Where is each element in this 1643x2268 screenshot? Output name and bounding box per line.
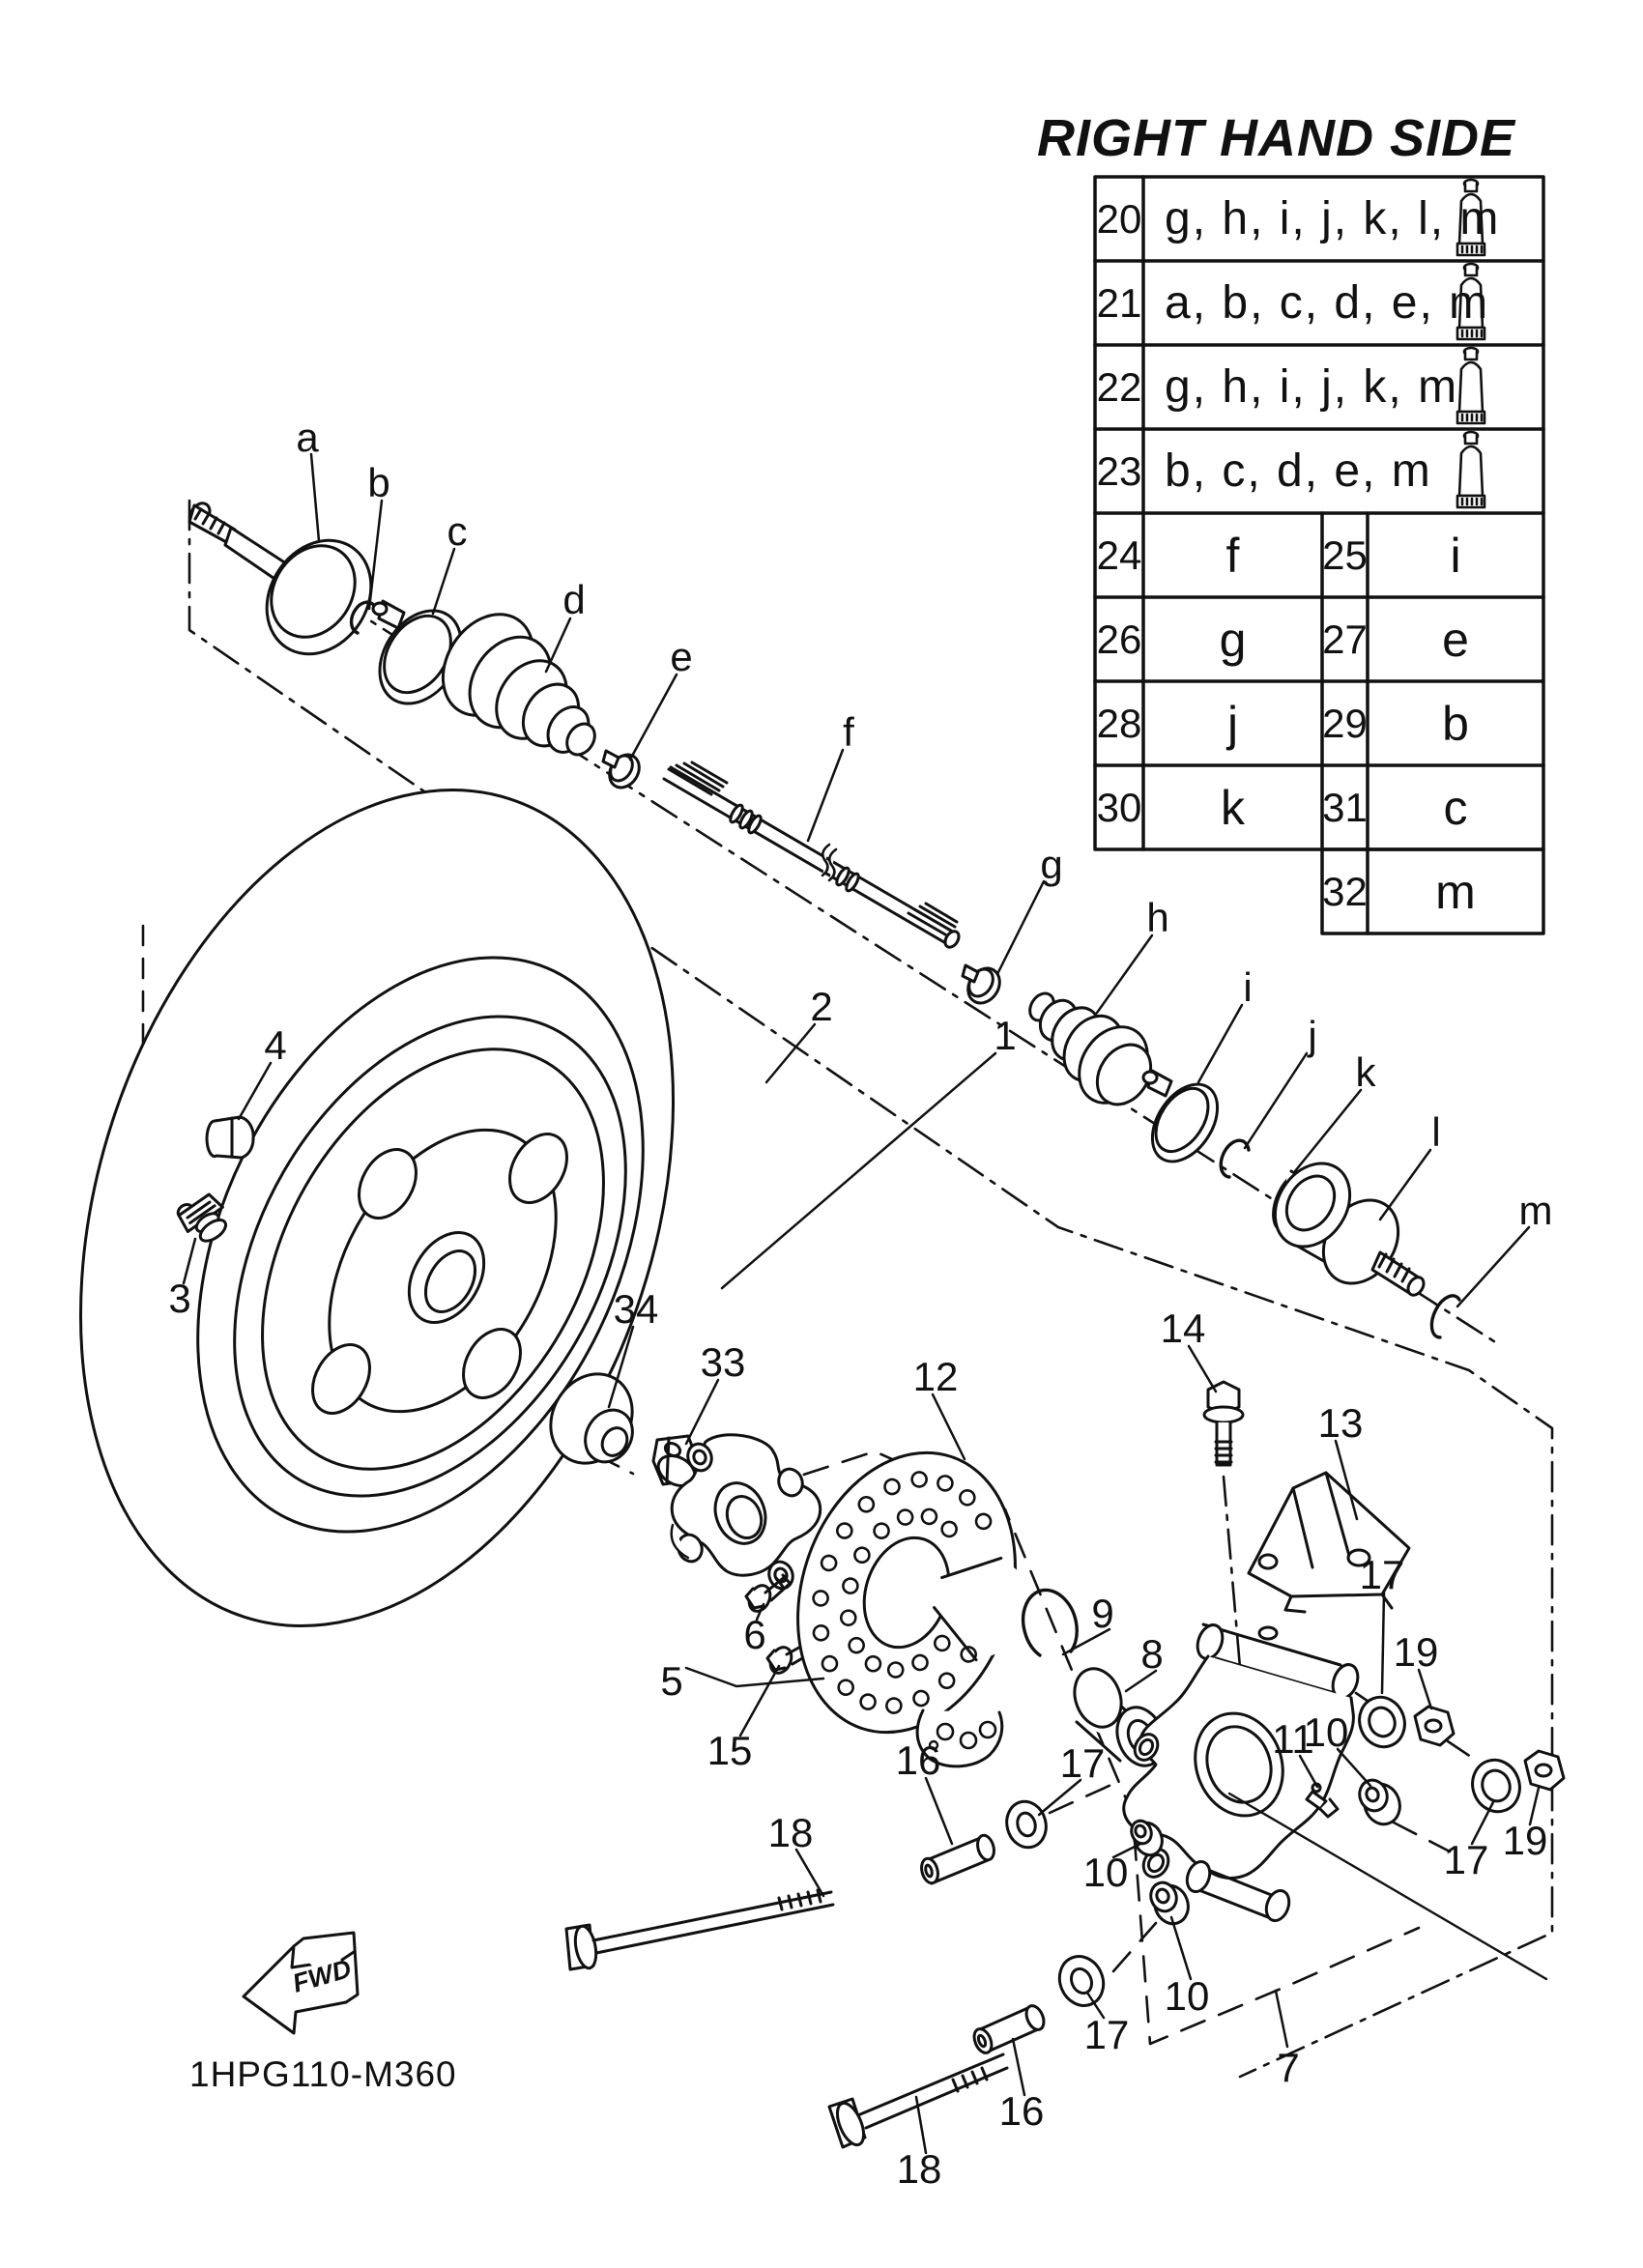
part-label-d: d [562,577,586,622]
axle-shaft [664,762,962,950]
nut-19b [1525,1751,1564,1790]
seal-17b [1465,1753,1527,1818]
part-label-17: 17 [1359,1552,1405,1597]
table-row-val: j [1226,696,1239,751]
lug-nut [207,1117,253,1158]
table-row-num: 27 [1322,616,1368,662]
brake-disc [764,1424,1063,1766]
part-label-h: h [1146,895,1169,940]
table-row-num: 26 [1096,616,1142,662]
nut-19a [1415,1707,1454,1745]
fwd-text: FWD [289,1953,355,1998]
table-row-val: k [1221,780,1245,835]
wheel-hub [672,1435,821,1592]
part-label-16: 16 [895,1737,941,1783]
part-label-c: c [447,508,468,554]
table-row-num: 25 [1322,531,1368,578]
table-row-num: 23 [1096,447,1142,494]
part-label-8: 8 [1140,1631,1164,1677]
table-row-letters: b, c, d, e, m [1165,445,1432,497]
bushing-10b [1355,1776,1405,1829]
part-label-j: j [1308,1013,1317,1058]
part-label-33: 33 [700,1339,746,1385]
part-label-9: 9 [1091,1591,1114,1636]
table-row-letters: g, h, i, j, k, l, m [1165,193,1501,244]
part-code: 1HPG110-M360 [189,2054,457,2094]
part-label-11: 11 [1272,1716,1314,1762]
table-row-num: 20 [1096,195,1142,242]
table-row-val: f [1225,528,1240,583]
table-row-val: g [1219,612,1247,667]
page-title: RIGHT HAND SIDE [1036,109,1515,167]
bushing-10c [1147,1879,1194,1928]
part-label-3: 3 [168,1276,191,1321]
table-row-num: 22 [1096,363,1142,410]
part-label-5: 5 [660,1658,683,1704]
part-label-17: 17 [1083,2012,1130,2057]
table-row-letters: a, b, c, d, e, m [1165,277,1490,329]
part-label-k: k [1355,1049,1376,1095]
part-label-e: e [670,634,693,679]
part-label-b: b [367,460,390,505]
part-label-17: 17 [1443,1837,1489,1882]
part-label-1: 1 [994,1013,1017,1058]
table-row-num: 28 [1096,700,1142,746]
table-row-num: 24 [1096,531,1142,578]
table-row-num: 31 [1322,784,1368,830]
part-label-10: 10 [1164,1973,1210,2019]
table-row-num: 21 [1096,279,1142,326]
part-label-17: 17 [1059,1740,1106,1786]
part-label-10: 10 [1303,1709,1349,1755]
cv-joint-outer [187,500,392,674]
part-label-18: 18 [896,2146,942,2192]
part-label-g: g [1040,842,1063,887]
table-row-val: i [1450,528,1461,583]
washer-17c [1052,1949,1111,2012]
part-label-14: 14 [1160,1306,1206,1351]
part-label-34: 34 [613,1286,659,1332]
fwd-arrow-icon [244,1933,358,2033]
part-label-i: i [1243,964,1253,1010]
part-label-m: m [1518,1188,1553,1233]
part-label-19: 19 [1393,1629,1439,1675]
part-label-18: 18 [767,1810,814,1855]
part-label-12: 12 [912,1354,959,1399]
part-label-f: f [843,709,854,755]
part-label-10: 10 [1082,1850,1129,1895]
bolt-18a [566,1890,833,1970]
table-row-val: c [1443,780,1468,835]
table-row-num: 30 [1096,784,1142,830]
collar-16a [919,1833,996,1884]
part-label-15: 15 [706,1728,753,1773]
circlip-j [1221,1140,1249,1177]
collar-16b [971,2003,1048,2055]
part-label-13: 13 [1317,1400,1364,1446]
part-label-2: 2 [810,984,833,1029]
circlip-9 [1023,1590,1078,1655]
part-label-7: 7 [1277,2045,1300,2090]
seal-17a [1352,1691,1411,1754]
table-row-val: e [1442,612,1469,667]
snap-ring-m [1431,1296,1459,1337]
part-label-6: 6 [743,1612,766,1657]
boot-clamp-e [603,749,646,792]
part-label-16: 16 [998,2088,1045,2134]
table-row-num: 32 [1322,868,1368,914]
table-row-val: m [1435,864,1476,919]
washer-17d [1001,1797,1051,1852]
cv-joint-inner [1260,1149,1427,1298]
table-row-num: 29 [1322,700,1368,746]
part-label-l: l [1431,1109,1441,1155]
part-label-19: 19 [1502,1818,1548,1863]
table-row-letters: g, h, i, j, k, m [1165,361,1459,413]
part-label-4: 4 [264,1022,287,1068]
part-label-a: a [296,415,319,460]
pinch-bolt-14 [1204,1382,1243,1465]
table-row-val: b [1442,696,1469,751]
